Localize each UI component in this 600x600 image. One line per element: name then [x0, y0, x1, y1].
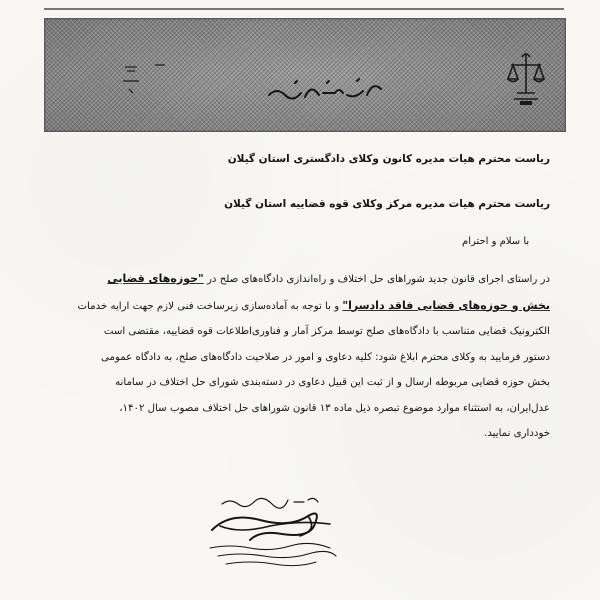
letterhead-left-marks	[117, 59, 177, 99]
body-line-5: بخش حوزه قضایی مربوطه ارسال و از ثبت این قبیل دعاوی در دسته‌بندی شورای حل اختلاف در سامانه	[115, 377, 550, 388]
addressee-line-1: ریاست محترم هیات مدیره کانون وکلای دادگستری استان گیلان	[227, 153, 550, 165]
body-line-3: الکترونیک قضایی متناسب با دادگاه‌های صلح توسط مرکز آمار و فناوری‌اطلاعات قوه قضاییه، مقتضی است	[103, 326, 550, 337]
top-border-line	[44, 8, 564, 10]
body-line-1-text: در راستای اجرای قانون جدید شوراهای حل اختلاف و راه‌اندازی دادگاه‌های صلح در	[203, 274, 550, 285]
addressee-line-2: ریاست محترم هیات مدیره مرکز وکلای قوه قضاییه استان گیلان	[224, 198, 550, 210]
body-line-2	[52, 293, 550, 320]
judiciary-emblem-icon	[505, 49, 547, 109]
letterhead-title	[45, 19, 46, 20]
greeting: با سلام و احترام	[462, 236, 530, 247]
signature-block	[190, 490, 370, 570]
handwritten-signature-icon	[190, 490, 370, 570]
body-line-7: خودداری نمایید.	[484, 428, 550, 439]
body-line-1	[52, 266, 550, 293]
emphasis-judicial-districts: "حوزه‌های قضایی	[107, 272, 204, 285]
letterhead-banner	[44, 18, 566, 132]
letterhead-calligraphy-logo	[265, 69, 385, 109]
body-line-6: عدل‌ایران، به استثناء موارد موضوع تبصره ذیل ماده ۱۳ قانون شوراهای حل اختلاف مصوب سال ۱۴۰۲،	[119, 402, 550, 414]
body-line-2-text: و با توجه به آماده‌سازی زیرساخت فنی لازم جهت ارایه خدمات	[77, 300, 343, 312]
body-line-4: دستور فرمایید به وکلای محترم ابلاغ شود: کلیه دعاوی و امور در صلاحیت دادگاه‌های صلح، به دادگاه عمومی	[101, 351, 550, 363]
emphasis-no-prosecutor: بخش و حوزه‌های قضایی فاقد دادسرا"	[342, 298, 550, 312]
letter-body	[52, 266, 550, 447]
